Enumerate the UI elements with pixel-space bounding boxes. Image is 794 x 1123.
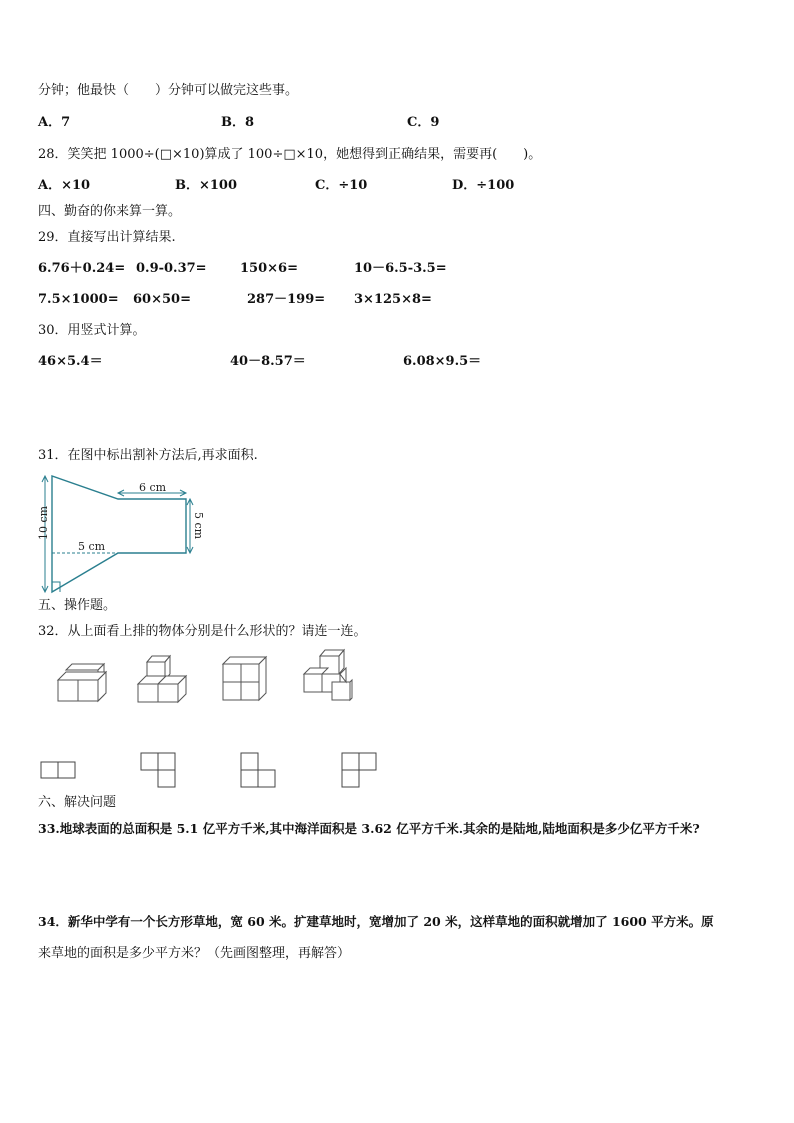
q32-object-3 [223,657,266,700]
q29-item: 7.5×1000= [38,292,119,307]
q31-label-left: 10 cm [37,505,50,540]
q28-option-d: D．÷100 [452,178,515,193]
q34-question-line2: 来草地的面积是多少平方米？（先画图整理，再解答） [38,946,351,961]
section5-title: 五、操作题。 [38,598,117,613]
q31-label-top: 6 cm [139,481,167,494]
section6-title: 六、解决问题 [38,795,117,810]
q32-view-4 [342,753,376,787]
q34-question-line1: 34．新华中学有一个长方形草地，宽 60 米。扩建草地时，宽增加了 20 米，这样草地的面积就增加了 1600 平方米。原 [38,914,714,929]
q32-object-2 [138,656,186,702]
q29-item: 3×125×8= [354,292,432,307]
q33-question: 33.地球表面的总面积是 5.1 亿平方千米,其中海洋面积是 3.62 亿平方千米.其余的是陆地,陆地面积是多少亿平方千米? [38,821,700,836]
q28-option-c: C．÷10 [315,178,368,193]
q28-question: 28．笑笑把 1000÷(□×10)算成了 100÷□×10，她想得到正确结果，需要再( )。 [38,147,542,162]
q28-option-a: A．×10 [38,178,91,193]
q30-item: 46×5.4＝ [38,354,103,369]
q31-label-right: 5 cm [192,512,205,540]
q29-item: 60×50= [133,292,191,307]
q31-question: 31．在图中标出割补方法后,再求面积. [38,448,258,463]
q32-object-4 [304,650,352,700]
q27-option-a: A．7 [38,115,71,130]
q29-item: 150×6= [240,261,298,276]
q27-tail-text: 分钟；他最快（ ）分钟可以做完这些事。 [38,83,299,98]
q31-label-bottom: 5 cm [78,540,106,553]
q32-view-2 [141,753,175,787]
q29-item: 287－199= [247,292,326,307]
q30-item: 6.08×9.5＝ [403,354,482,369]
q29-item: 0.9-0.37= [136,261,207,276]
q27-option-b: B．8 [221,115,255,130]
q32-object-1 [58,664,106,701]
q30-question: 30．用竖式计算。 [38,323,146,338]
q28-option-b: B．×100 [175,178,238,193]
q27-option-c: C．9 [407,115,440,130]
q30-item: 40－8.57＝ [230,354,306,369]
section4-title: 四、勤奋的你来算一算。 [38,204,182,219]
q32-view-1 [41,762,75,778]
q32-view-3 [241,753,275,787]
q29-question: 29．直接写出计算结果. [38,230,176,245]
q31-shape-outline [52,476,186,592]
q32-question: 32．从上面看上排的物体分别是什么形状的？请连一连。 [38,624,367,639]
q29-item: 10－6.5-3.5= [354,261,447,276]
q29-item: 6.76＋0.24= [38,261,126,276]
q31-right-angle-mark [52,582,60,592]
